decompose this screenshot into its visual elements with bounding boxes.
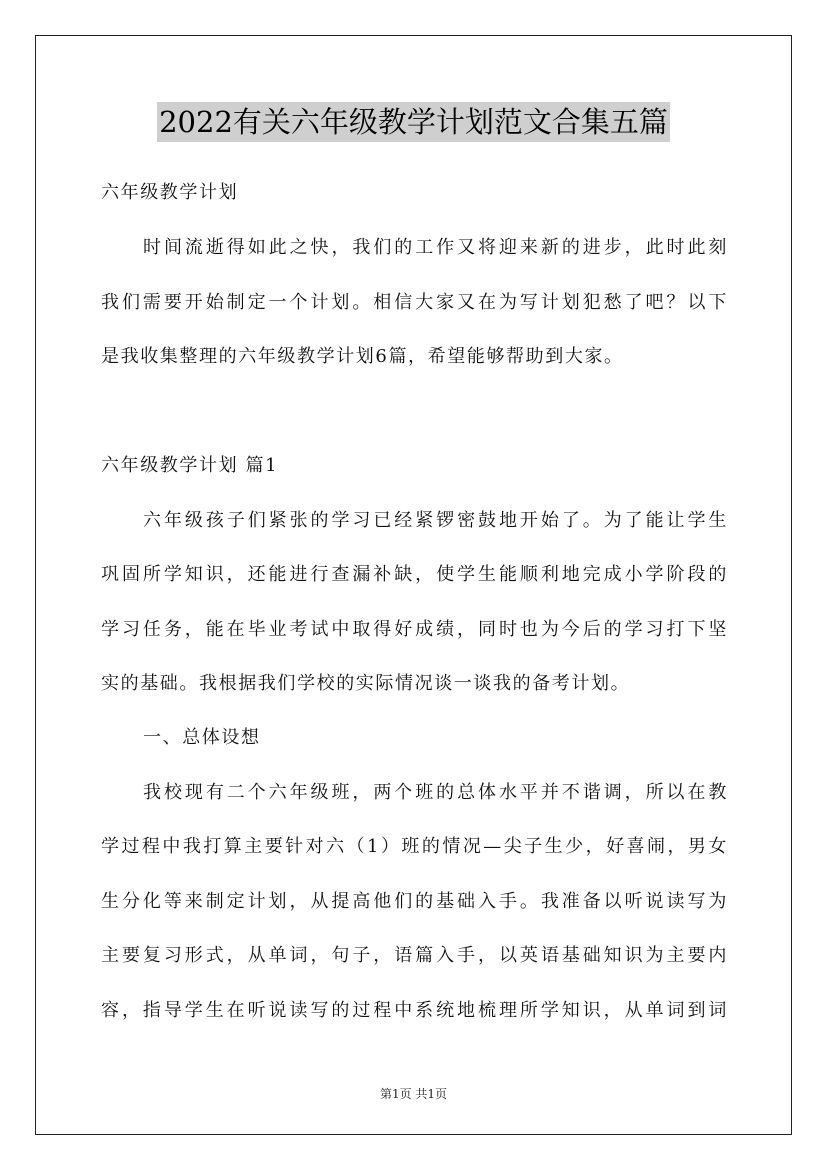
document-title: 2022有关六年级教学计划范文合集五篇 xyxy=(157,102,670,142)
paragraph-line: 生分化等来制定计划，从提高他们的基础入手。我准备以听说读写为 xyxy=(101,891,728,912)
section-heading: 六年级教学计划 xyxy=(101,182,239,203)
paragraph-line: 时间流逝得如此之快，我们的工作又将迎来新的进步，此时此刻 xyxy=(143,237,728,258)
paragraph-line: 容，指导学生在听说读写的过程中系统地梳理所学知识，从单词到词 xyxy=(101,1000,728,1021)
page-footer: 第1页 共1页 xyxy=(379,1087,448,1101)
paragraph-line: 六年级孩子们紧张的学习已经紧锣密鼓地开始了。为了能让学生 xyxy=(143,510,728,531)
paragraph-line: 学过程中我打算主要针对六（1）班的情况—尖子生少，好喜闹，男女 xyxy=(101,836,728,857)
title-container xyxy=(0,102,827,142)
paragraph-line: 我校现有二个六年级班，两个班的总体水平并不谐调，所以在教 xyxy=(143,782,728,803)
section-heading: 六年级教学计划 篇1 xyxy=(101,455,279,476)
paragraph-line: 实的基础。我根据我们学校的实际情况谈一谈我的备考计划。 xyxy=(101,673,631,694)
subheading: 一、总体设想 xyxy=(143,727,261,748)
paragraph-line: 学习任务，能在毕业考试中取得好成绩，同时也为今后的学习打下坚 xyxy=(101,619,728,640)
paragraph-line: 主要复习形式，从单词，句子，语篇入手，以英语基础知识为主要内 xyxy=(101,945,728,966)
paragraph-line: 是我收集整理的六年级教学计划6篇，希望能够帮助到大家。 xyxy=(101,346,624,367)
paragraph-line: 我们需要开始制定一个计划。相信大家又在为写计划犯愁了吧？以下 xyxy=(101,292,728,313)
paragraph-line: 巩固所学知识，还能进行查漏补缺，使学生能顺利地完成小学阶段的 xyxy=(101,564,728,585)
